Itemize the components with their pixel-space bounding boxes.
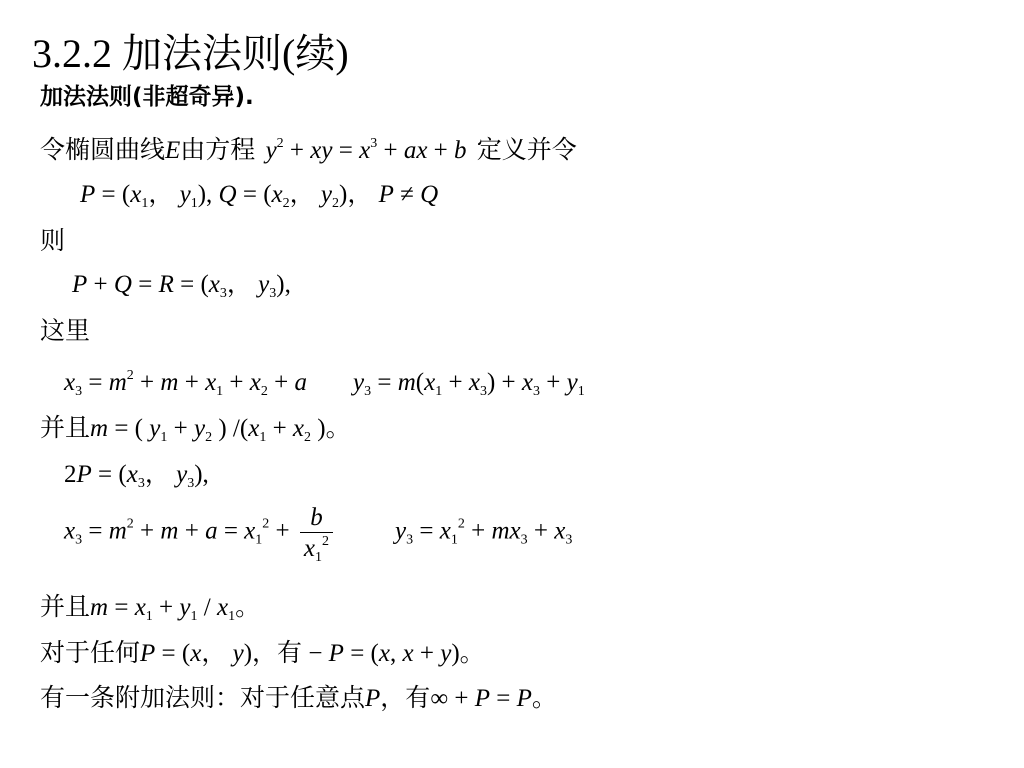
- infinity-rule-line: [40, 685, 557, 711]
- infinity-formula: ∞ + P = P: [430, 685, 532, 712]
- extra-rule-text: 有一条附加法则：对于任意点: [40, 683, 366, 712]
- slide-title: 3.2.2 加法法则(续): [32, 31, 349, 76]
- have-text: ，有: [380, 683, 431, 712]
- equation-text: 由方程: [180, 135, 256, 164]
- curve-equation: $y^2$ + xy = $x^3$ + ax + b: [265, 136, 467, 164]
- points-formula: $P = (x_1$， $y_1$), $Q = (x_2$， $y_2$)， P ≠ Q: [80, 181, 439, 211]
- have-text: ，有: [252, 638, 303, 667]
- doubling-slope-formula: $m = x_1 + y_1 / x_1$。: [90, 594, 261, 624]
- b-over-x1-squared-fraction: $\frac{b}{x_1^2}$: [300, 505, 333, 561]
- here-text: 这里: [40, 316, 91, 345]
- sum-formula: $P + Q = R = (x_3$， $y_3$),: [72, 271, 291, 301]
- doubling-formula: $2P = (x_3$， $y_3$),: [64, 461, 209, 491]
- definition-text: 定义并令: [476, 135, 577, 164]
- doubling-formulas: $x_3 = m^2 + m + a = x_1^2$ + $\frac{b}{x_1^2}$ $y_3 = x_1^2 + mx_3 + x_3$: [64, 504, 573, 565]
- negation-formula: − P = (x, x + y)。: [302, 640, 485, 667]
- negation-line: [40, 640, 485, 666]
- and-text: 并且: [40, 592, 91, 621]
- curve-name: E: [165, 137, 181, 164]
- curve-definition-text: 令椭圆曲线: [40, 135, 166, 164]
- slope-line: [40, 413, 351, 445]
- point-p: P: [365, 685, 381, 712]
- doubling-slope-line: [40, 592, 261, 624]
- addition-formulas: $x_3 = m^2 + m + x_1 + x_2 + a$ $y_3 = m(x_1 + x_3) + x_3 + y_1$: [64, 368, 585, 399]
- slope-formula: m = ( $y_1 + y_2$ ) $/(x_1 + x_2$ )。: [90, 415, 351, 445]
- curve-definition-line: [40, 137, 577, 163]
- then-text: 则: [40, 226, 66, 255]
- point-formula: P = (x， y): [140, 640, 253, 667]
- slide-subtitle: 加法法则(非超奇异).: [40, 84, 254, 110]
- for-any-text: 对于任何: [40, 638, 141, 667]
- period: 。: [531, 683, 557, 712]
- and-text: 并且: [40, 413, 91, 442]
